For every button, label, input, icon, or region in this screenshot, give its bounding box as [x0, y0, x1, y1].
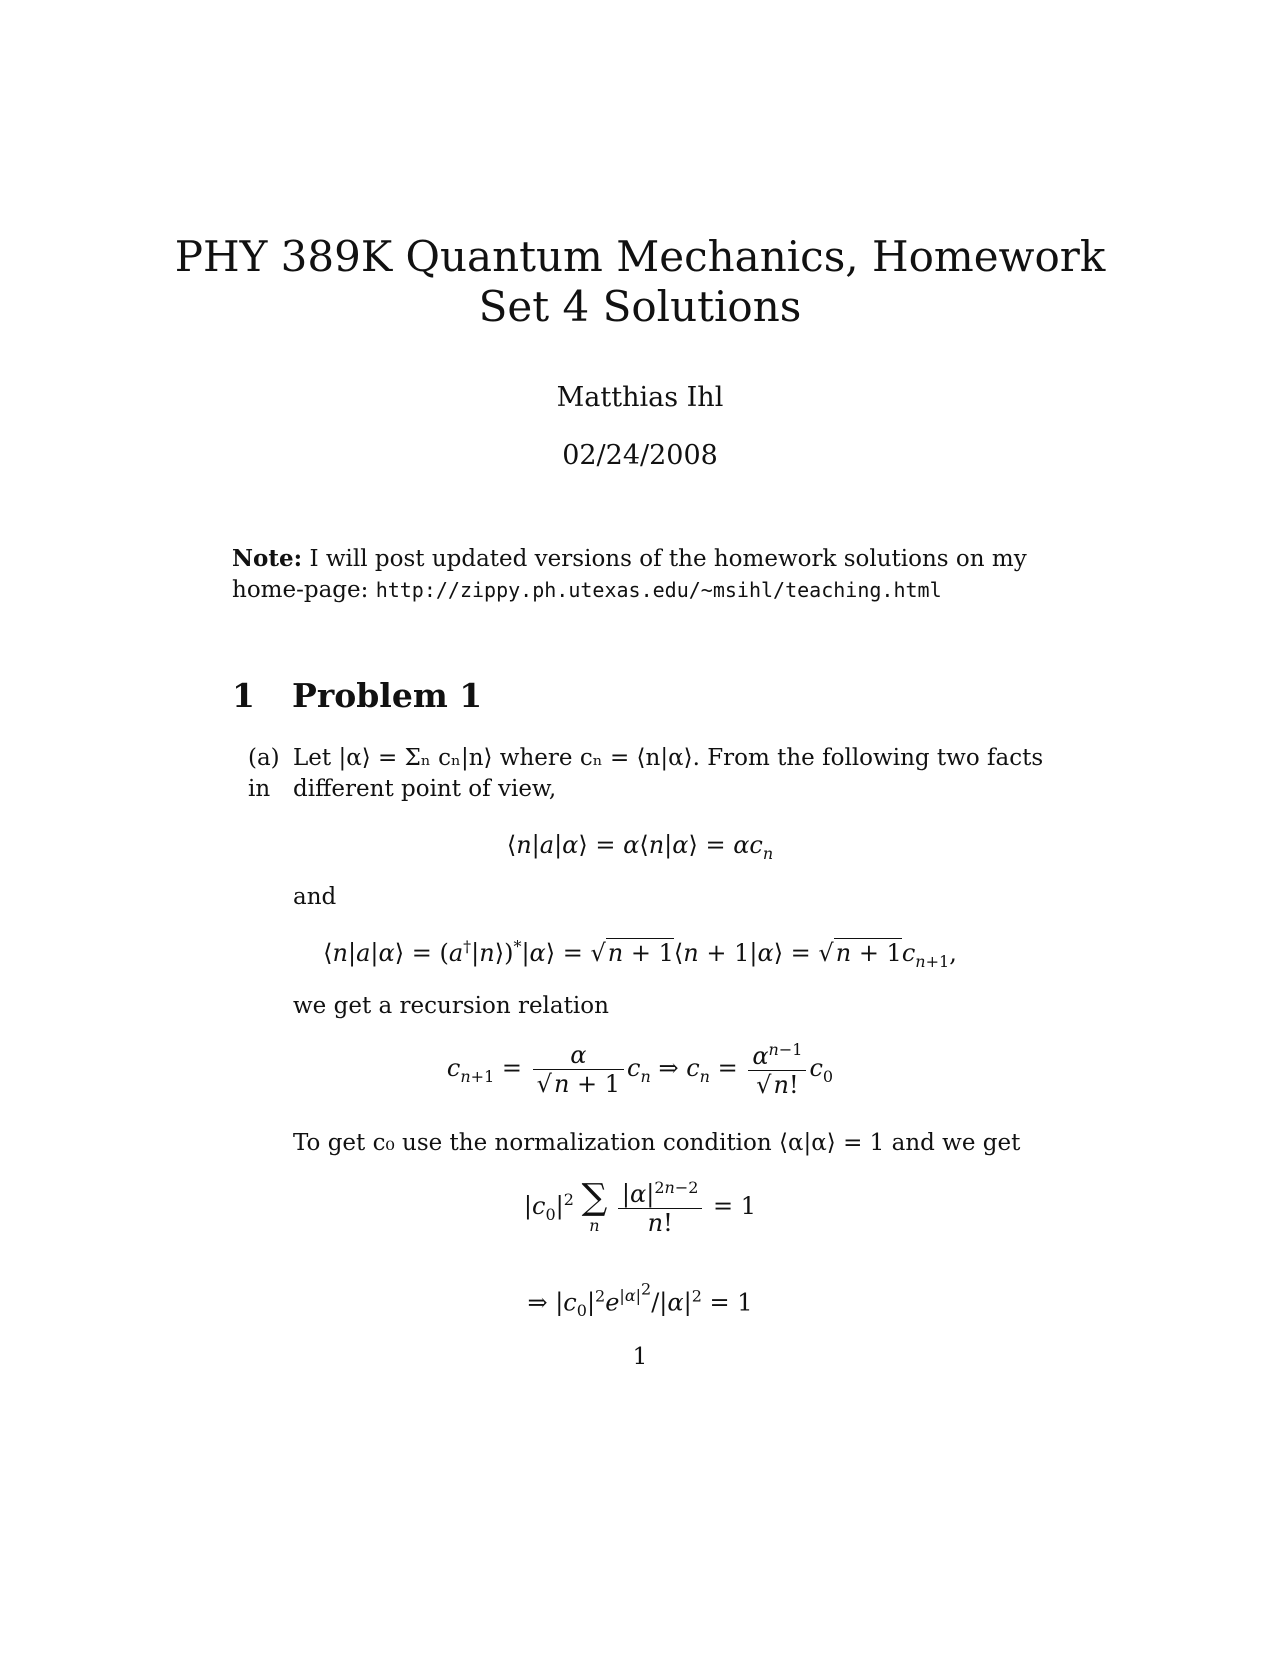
note-paragraph — [232, 543, 1052, 606]
equation-5: ⇒ $|c_0|^2e^{|\alpha|^2}/|\alpha|^2 = 1$ — [527, 1280, 753, 1321]
equation-1: ⟨n|a|α⟩ = α⟨n|α⟩ = $\alpha c_n$ — [506, 831, 774, 863]
title-line-1: PHY 389K Quantum Mechanics, Homework — [174, 232, 1106, 281]
note-text: I will post updated versions of the homework solutions on my home-page: — [232, 546, 1027, 603]
date: 02/24/2008 — [562, 440, 718, 471]
part-a-intro-line1: Let |α⟩ = Σₙ cₙ|n⟩ where cₙ = ⟨n|α⟩. From the following two facts in — [248, 745, 1044, 802]
author: Matthias Ihl — [556, 382, 724, 413]
equation-3: $c_{n+1}$ = $\frac{\alpha}{√n + 1}$ $c_n$ ⇒ $c_n$ = $\frac{\alpha^{n-1}}{√n!}$ $c_0$ — [446, 1040, 834, 1099]
part-a-label: (a) — [248, 745, 280, 771]
recursion-text: we get a recursion relation — [293, 993, 609, 1019]
page-number: 1 — [632, 1344, 648, 1370]
note-label: Note: — [232, 545, 303, 572]
title-line-2: Set 4 Solutions — [478, 282, 802, 331]
homepage-link[interactable]: http://zippy.ph.utexas.edu/~msihl/teaching.html — [375, 578, 942, 602]
section-heading — [232, 676, 482, 715]
part-a-intro-line2: different point of view, — [293, 776, 557, 802]
equation-2: ⟨n|a|α⟩ = (a†|n⟩)*|α⟩ = √n + 1⟨n + 1|α⟩ = $√n + 1c_{n+1}$, — [323, 937, 957, 971]
equation-4: $|c_0|^2$ ∑ n $\frac{|\alpha|^{2n-2}}{n!}$ = 1 — [523, 1177, 757, 1237]
section-number: 1 — [232, 676, 255, 715]
section-title: Problem 1 — [292, 676, 483, 715]
and-text: and — [293, 884, 337, 910]
normalization-text: To get c₀ use the normalization condition ⟨α|α⟩ = 1 and we get — [293, 1130, 1021, 1156]
